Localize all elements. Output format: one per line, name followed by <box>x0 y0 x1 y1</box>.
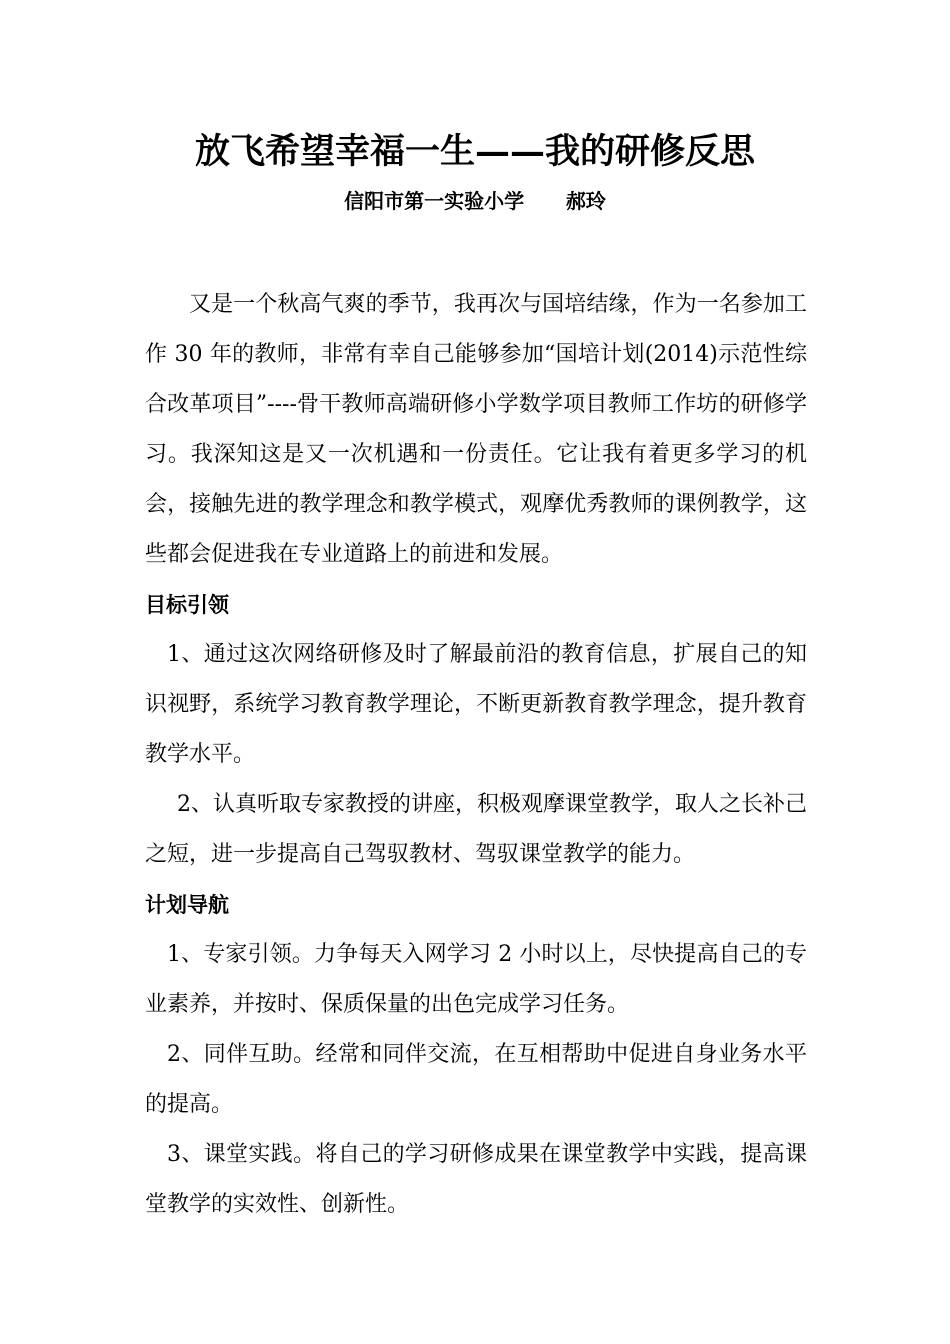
intro-paragraph: 又是一个秋高气爽的季节，我再次与国培结缘，作为一名参加工作 30 年的教师，非常有幸自己能够参加“国培计划(2014)示范性综合改革项目”----骨干教师高端研修小学数学项目教师工作坊的研修学习。我深知这是又一次机遇和一份责任。它让我有着更多学习的机会，接触先进的教学理念和教学模式，观摩优秀教师的课例教学，这些都会促进我在专业道路上的前进和发展。 <box>145 292 807 567</box>
goal-item-2: 2、认真听取专家教授的讲座，积极观摩课堂教学，取人之长补己之短，进一步提高自己驾驭教材、驾驭课堂教学的能力。 <box>145 792 807 867</box>
plan-item-2: 2、同伴互助。经常和同伴交流，在互相帮助中促进自身业务水平的提高。 <box>145 1042 807 1117</box>
section-heading-plan: 计划导航 <box>145 893 229 917</box>
document-title: 放飞希望幸福一生——我的研修反思 <box>194 131 755 172</box>
plan-item-3: 3、课堂实践。将自己的学习研修成果在课堂教学中实践，提高课堂教学的实效性、创新性。 <box>145 1142 807 1217</box>
document-body <box>145 280 807 1230</box>
plan-item-1: 1、专家引领。力争每天入网学习 2 小时以上，尽快提高自己的专业素养，并按时、保质保量的出色完成学习任务。 <box>145 942 807 1017</box>
author-line: 信阳市第一实验小学 郝玲 <box>344 189 606 213</box>
goal-item-1: 1、通过这次网络研修及时了解最前沿的教育信息，扩展自己的知识视野，系统学习教育教学理论，不断更新教育教学理念，提升教育教学水平。 <box>145 642 807 767</box>
section-heading-goals: 目标引领 <box>145 593 229 617</box>
